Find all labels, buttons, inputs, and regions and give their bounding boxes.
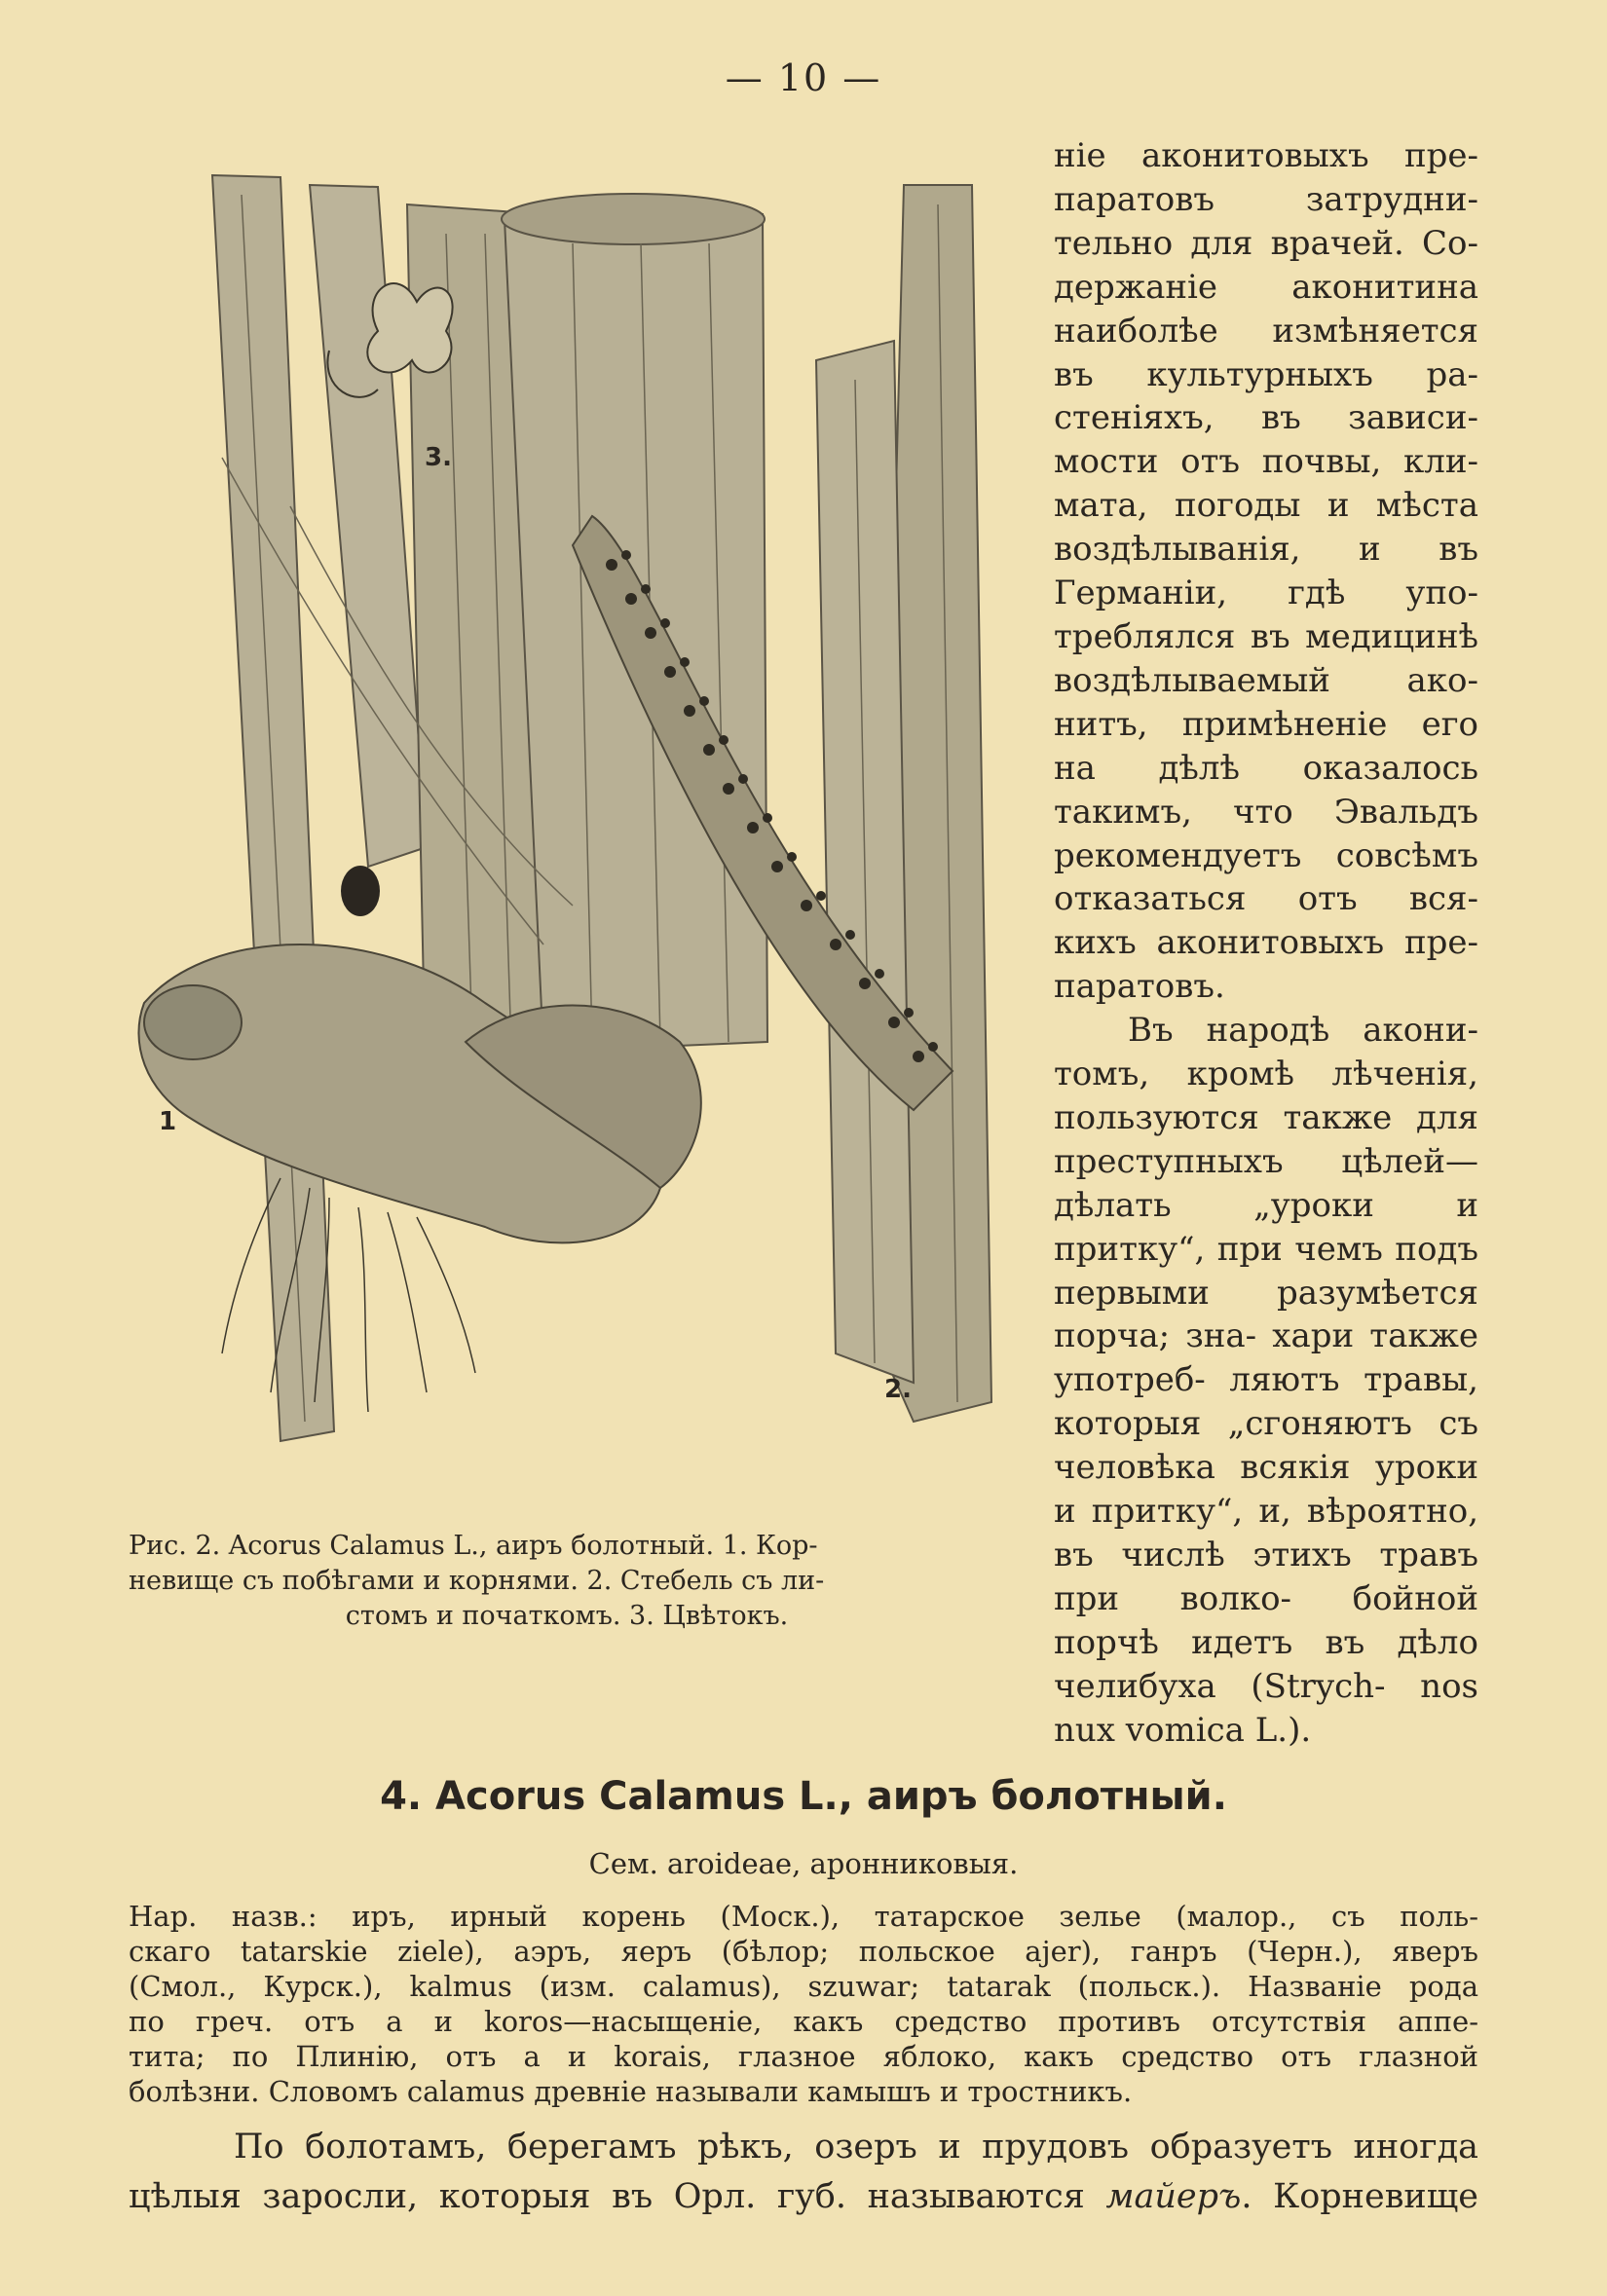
caption-line: Рис. 2. Acorus Calamus L., аиръ болотный. 1. Кор- [129,1531,818,1561]
botanical-illustration [134,166,1030,1500]
habitat-paragraph [129,2123,1478,2222]
stem-cut-top [502,194,765,244]
family-subheading: Сем. aroideae, аронниковыя. [588,1847,1019,1880]
figure-label-1: 1 [159,1107,177,1136]
text-line: болѣзни. Словомъ calamus древніе называли камышъ и тростникъ. [129,2075,1133,2108]
caption-line: невище съ побѣгами и корнями. 2. Стебель съ ли- [129,1566,825,1596]
caption-line: стомъ и початкомъ. 3. Цвѣтокъ. [345,1601,789,1631]
acorus-calamus-drawing [134,166,1030,1500]
right-column-text [1054,134,1478,1753]
text-line: По болотамъ, берегамъ рѣкъ, озеръ и прудовъ образуетъ иногда [234,2128,1478,2166]
section-heading: 4. Acorus Calamus L., аиръ болотный. [380,1774,1227,1819]
page-number: — 10 — [725,56,882,99]
figure-caption [129,1529,1005,1634]
text-line: тита; по Плинію, отъ а и korais, глазное яблоко, какъ средство отъ глазной [129,2040,1478,2073]
text-line: (Смол., Курск.), kalmus (изм. calamus), szuwar; tatarak (польск.). Названіе рода [129,1970,1478,2003]
figure-label-3: 3. [425,443,452,472]
text-line: Нар. назв.: иръ, ирный корень (Моск.), татарское зелье (малор., съ поль- [129,1900,1478,1933]
paragraph-folk-use: Въ народѣ акони- томъ, кромѣ лѣченія, пользуются также для преступныхъ цѣлей— дѣлать „уроки и притку“, при чемъ подъ первыми разумѣется порча; зна- хари также употреб- ляютъ травы, которыя „сгоняютъ съ человѣка всякія уроки и притку“, и, вѣроятно, въ числѣ этихъ травъ при волко- бойной порчѣ идетъ въ дѣло челибуха (Strych- nos nux vomica L.). [1054,1011,1479,1750]
text-line: цѣлыя заросли, которыя въ Орл. губ. называются майеръ. Корневище [129,2177,1478,2216]
emphasized-term: майеръ [1105,2177,1242,2216]
paragraph-aconite: ніе аконитовыхъ пре- паратовъ затрудни- тельно для врачей. Со- держаніе аконитина наиболѣе измѣняется въ культурныхъ ра- стеніяхъ, въ зависи- мости отъ почвы, кли- мата, погоды и мѣста воздѣлыванія, и въ Германіи, гдѣ упо- треблялся въ медицинѣ воздѣлываемый ако- нитъ, примѣненіе его на дѣлѣ оказалось такимъ, что Эвальдъ рекомендуетъ совсѣмъ отказаться отъ вся- кихъ аконитовыхъ пре- паратовъ. [1054,136,1478,1007]
figure-label-2: 2. [884,1375,912,1404]
text-line: скаго tatarskie ziele), аэръ, яеръ (бѣлор; польское ajer), ганръ (Черн.), яверъ [129,1935,1478,1968]
folk-names-paragraph [129,1899,1478,2109]
rhizome-cut [144,985,242,1059]
text-line: по греч. отъ а и koros—насыщеніе, какъ средство противъ отсутствія аппе- [129,2005,1478,2038]
